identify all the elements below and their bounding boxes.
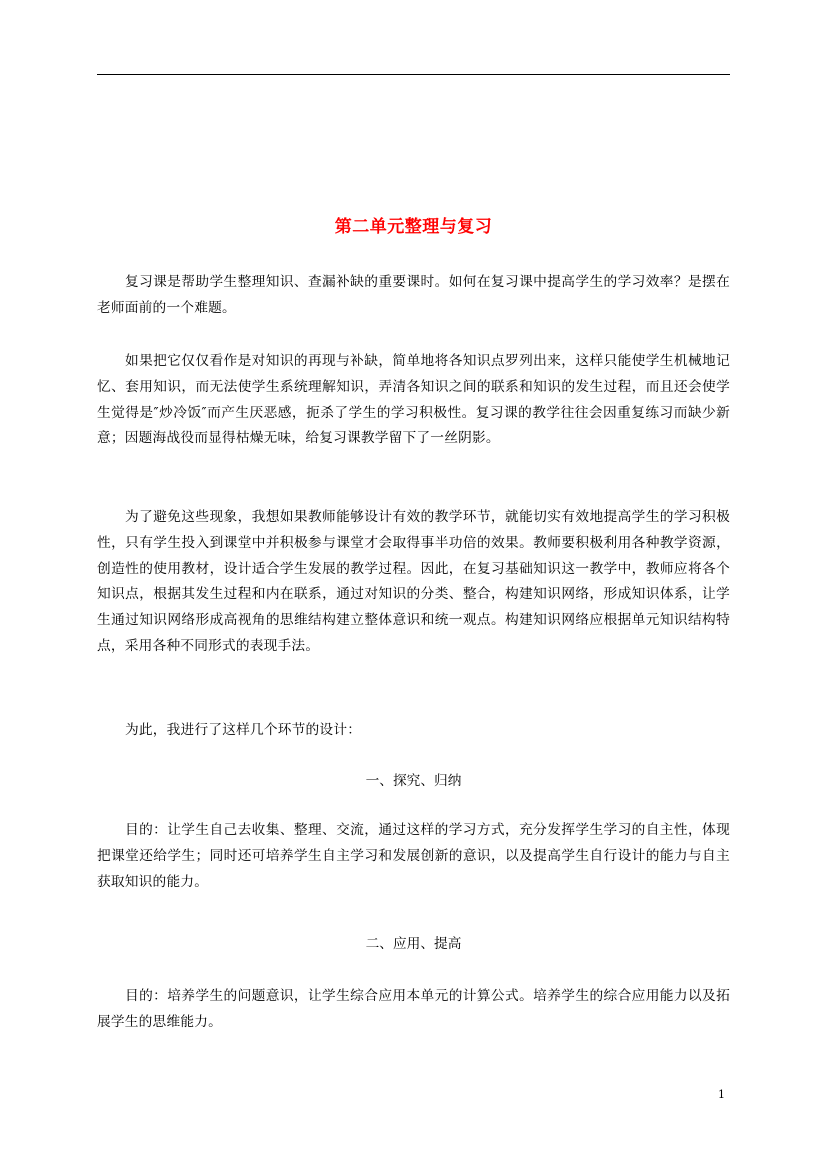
header-rule (97, 74, 730, 75)
section-heading-1: 一、探究、归纳 (365, 773, 462, 789)
document-title: 第二单元整理与复习 (334, 217, 493, 237)
section-text-2: 目的：培养学生的问题意识，让学生综合应用本单元的计算公式。培养学生的综合应用能力以及拓展学生的思维能力。 (97, 988, 730, 1030)
page-number: 1 (718, 1088, 725, 1101)
section-heading-2: 二、应用、提高 (365, 936, 462, 952)
paragraph-problem: 如果把它仅仅看作是对知识的再现与补缺，简单地将各知识点罗列出来，这样只能使学生机械地记忆、套用知识，而无法使学生系统理解知识，弄清各知识之间的联系和知识的发生过程，而且还会使学生觉得是″炒冷饭″而产生厌恶感，扼杀了学生的学习积极性。复习课的教学往往会因重复练习而缺少新意；因题海战役而显得枯燥无味，给复习课教学留下了一丝阴影。 (97, 353, 730, 447)
paragraph-solution: 为了避免这些现象，我想如果教师能够设计有效的教学环节，就能切实有效地提高学生的学习积极性，只有学生投入到课堂中并积极参与课堂才会取得事半功倍的效果。教师要积极利用各种教学资源，创造性的使用教材，设计适合学生发展的教学过程。因此，在复习基础知识这一教学中，教师应将各个知识点，根据其发生过程和内在联系，通过对知识的分类、整合，构建知识网络，形成知识体系，让学生通过知识网络形成高视角的思维结构建立整体意识和统一观点。构建知识网络应根据单元知识结构特点，采用各种不同形式的表现手法。 (97, 509, 730, 654)
paragraph-design-intro: 为此，我进行了这样几个环节的设计： (125, 722, 362, 738)
paragraph-intro: 复习课是帮助学生整理知识、查漏补缺的重要课时。如何在复习课中提高学生的学习效率？是摆在老师面前的一个难题。 (97, 274, 730, 316)
section-text-1: 目的：让学生自己去收集、整理、交流，通过这样的学习方式，充分发挥学生学习的自主性，体现把课堂还给学生；同时还可培养学生自主学习和发展创新的意识，以及提高学生自行设计的能力与自主获取知识的能力。 (97, 822, 730, 890)
